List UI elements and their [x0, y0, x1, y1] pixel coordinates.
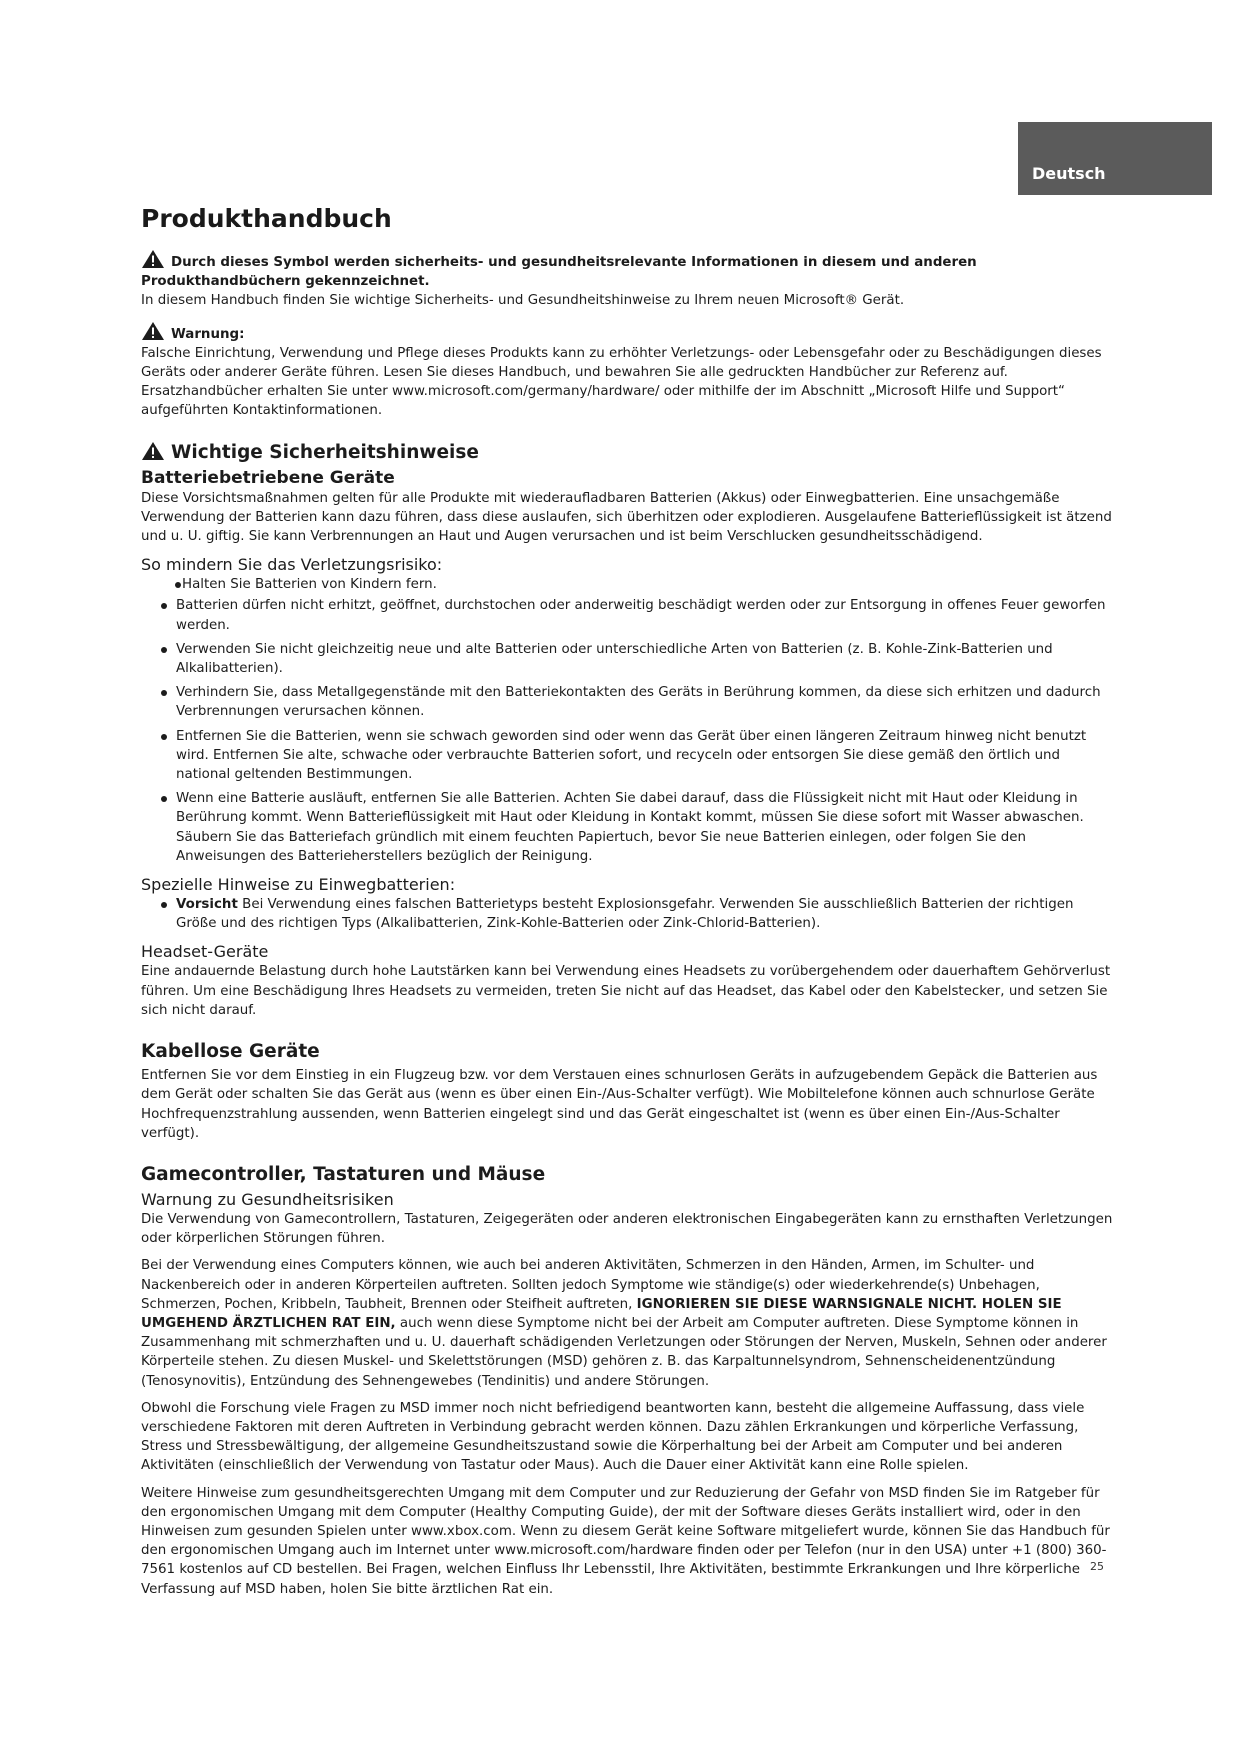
- language-tab-label: Deutsch: [1032, 164, 1106, 183]
- warning-label: Warnung:: [171, 326, 245, 342]
- list-item: [141, 895, 1116, 933]
- p2-text-b: auch wenn diese Symptome nicht bei der Arbeit am Computer auftreten. Diese Symptome können in Zusammenhang mit schmerzhaften und u. U. dauerhaft schädigenden Verletzungen oder Störungen der Nerven, Muskeln, Sehnen oder anderer Körperteile stehen. Zu diesen Muskel- und Skelettstörungen (MSD) gehören z. B. das Karpaltunnelsyndrom, Sehnenscheidenentzündung (Tenosynovitis), Entzündung des Sehnengewebes (Tendinitis) und andere Störungen.: [141, 1315, 1107, 1389]
- page-content: [141, 203, 1116, 1599]
- gamecontroller-paragraph-4: Weitere Hinweise zum gesundheitsgerechten Umgang mit dem Computer und zur Reduzierung der Gefahr von MSD finden Sie im Ratgeber für den ergonomischen Umgang mit dem Computer (Healthy Computing Guide), der mit der Software dieses Geräts installiert wird, oder in den Hinweisen zum gesunden Spielen unter www.xbox.com. Wenn zu diesem Gerät keine Software mitgeliefert wurde, können Sie das Handbuch für den ergonomischen Umgang auch im Internet unter www.microsoft.com/hardware finden oder per Telefon (nur in den USA) unter +1 (800) 360-7561 kostenlos auf CD bestellen. Bei Fragen, welchen Einfluss Ihr Lebensstil, Ihre Aktivitäten, bestimmte Erkrankungen und Ihre körperliche Verfassung auf MSD haben, holen Sie bitte ärztlichen Rat ein.: [141, 1485, 1110, 1597]
- p2-text-a: Bei der Verwendung eines Computers können, wie auch bei anderen Aktivitäten, Schmerzen in den Händen, Armen, im Schulter- und Nackenbereich oder in anderen Körperteilen auftreten. Sollten jedoch Symptome wie ständige(s) oder wiederkehrende(s) Unbehagen, Schmerzen, Pochen, Kribbeln, Taubheit, Brennen oder Steifheit auftreten,: [141, 1258, 1040, 1312]
- gamecontroller-paragraph-3: Obwohl die Forschung viele Fragen zu MSD immer noch nicht befriedigend beantworten kann, besteht die allgemeine Auffassung, dass viele verschiedene Faktoren mit deren Auftreten in Verbindung gebracht werden können. Dazu zählen Erkrankungen und körperliche Verfassung, Stress und Stressbewältigung, der allgemeine Gesundheitszustand sowie die Körperhaltung bei der Arbeit am Computer und bei anderen Aktivitäten (einschließlich der Verwendung von Tastatur oder Maus). Auch die Dauer einer Aktivität kann eine Rolle spielen.: [141, 1400, 1085, 1474]
- headset-text: Eine andauernde Belastung durch hohe Lautstärken kann bei Verwendung eines Headsets zu vorübergehendem oder dauerhaftem Gehörverlust führen. Um eine Beschädigung Ihres Headsets zu vermeiden, treten Sie nicht auf das Headset, das Kabel oder den Kabelstecker, und setzen Sie sich nicht darauf.: [141, 964, 1111, 1018]
- p2-warning-bold: IGNORIEREN SIE DIESE WARNSIGNALE NICHT. HOLEN SIE UMGEHEND ÄRZTLICHEN RAT EIN,: [141, 1296, 1062, 1331]
- battery-text: Diese Vorsichtsmaßnahmen gelten für alle Produkte mit wiederaufladbaren Batterien (Akkus) oder Einwegbatterien. Eine unsachgemäße Verwendung der Batterien kann dazu führen, dass diese auslaufen, sich überhitzen oder explodieren. Ausgelaufene Batterieflüssigkeit ist ätzend und u. U. giftig. Sie kann Verbrennungen an Haut und Augen verursachen und ist beim Verschlucken gesundheitsschädigend.: [141, 490, 1112, 545]
- intro-bold-line: Durch dieses Symbol werden sicherheits- und gesundheitsrelevante Informationen in diesem und anderen Produkthandbüchern gekennzeichnet.: [141, 255, 977, 290]
- wireless-text: Entfernen Sie vor dem Einstieg in ein Flugzeug bzw. vor dem Verstauen eines schnurlosen Geräts in aufzugebendem Gepäck die Batterien aus dem Gerät oder schalten Sie das Gerät aus (wenn es über einen Ein-/Aus-Schalter verfügt). Wie Mobiltelefone können auch schnurlose Geräte Hochfrequenzstrahlung aussenden, wenn Batterien eingelegt sind und das Gerät eingeschaltet ist (wenn es über einen Ein-/Aus-Schalter verfügt).: [141, 1068, 1098, 1141]
- wireless-heading: Kabellose Geräte: [141, 1041, 320, 1063]
- battery-heading: Batteriebetriebene Geräte: [141, 467, 395, 488]
- gamecontroller-paragraph-2: [141, 1256, 1116, 1390]
- risk-list: [141, 575, 1116, 866]
- gamecontroller-heading: Gamecontroller, Tastaturen und Mäuse: [141, 1163, 546, 1185]
- list-item: Verhindern Sie, dass Metallgegenstände mit den Batteriekontakten des Geräts in Berührung kommen, da diese sich erhitzen und dadurch Verbrennungen verursachen können.: [141, 683, 1116, 721]
- headset-heading: Headset-Geräte: [141, 942, 269, 962]
- gamecontroller-paragraph-1: Die Verwendung von Gamecontrollern, Tastaturen, Zeigegeräten oder anderen elektronischen Eingabegeräten kann zu ernsthaften Verletzungen oder körperlichen Störungen führen.: [141, 1211, 1113, 1247]
- caution-label: Vorsicht: [176, 897, 238, 913]
- list-item: Halten Sie Batterien von Kindern fern.: [141, 575, 1116, 594]
- list-item: Batterien dürfen nicht erhitzt, geöffnet, durchstochen oder anderweitig beschädigt werden oder zur Entsorgung in offenes Feuer geworfen werden.: [141, 596, 1116, 634]
- intro-symbol-note: [141, 249, 1116, 291]
- intro-text: In diesem Handbuch finden Sie wichtige Sicherheits- und Gesundheitshinweise zu Ihrem neuen Microsoft® Gerät.: [141, 293, 905, 309]
- language-tab: [1018, 122, 1212, 195]
- safety-heading: [141, 441, 1116, 465]
- health-risk-heading: Warnung zu Gesundheitsrisiken: [141, 1189, 394, 1209]
- warning-triangle-icon: [141, 321, 165, 341]
- risk-heading: So mindern Sie das Verletzungsrisiko:: [141, 555, 443, 575]
- warning-heading: [141, 321, 1116, 344]
- list-item: Entfernen Sie die Batterien, wenn sie schwach geworden sind oder wenn das Gerät über einen längeren Zeitraum hinweg nicht benutzt wird. Entfernen Sie alte, schwache oder verbrauchte Batterien sofort, und recyceln oder entsorgen Sie diese gemäß den örtlich und national geltenden Bestimmungen.: [141, 727, 1116, 785]
- warning-text: Falsche Einrichtung, Verwendung und Pflege dieses Produkts kann zu erhöhter Verletzungs- oder Lebensgefahr oder zu Beschädigungen dieses Geräts oder anderer Geräte führen. Lesen Sie dieses Handbuch, und bewahren Sie alle gedruckten Handbücher zur Referenz auf. Ersatzhandbücher erhalten Sie unter www.microsoft.com/germany/hardware/ oder mithilfe der im Abschnitt „Microsoft Hilfe und Support“ aufgeführten Kontaktinformationen.: [141, 345, 1102, 419]
- warning-triangle-icon: [141, 441, 165, 461]
- warning-triangle-icon: [141, 249, 165, 269]
- page-title: Produkthandbuch: [141, 204, 392, 233]
- disposable-heading: Spezielle Hinweise zu Einwegbatterien:: [141, 875, 456, 895]
- caution-text: Bei Verwendung eines falschen Batterietyps besteht Explosionsgefahr. Verwenden Sie ausschließlich Batterien der richtigen Größe und des richtigen Typs (Alkalibatterien, Zink-Kohle-Batterien oder Zink-Chlorid-Batterien).: [176, 897, 1074, 932]
- safety-heading-text: Wichtige Sicherheitshinweise: [171, 441, 479, 463]
- disposable-list: [141, 895, 1116, 933]
- page-number: 25: [1090, 1560, 1104, 1573]
- list-item: Verwenden Sie nicht gleichzeitig neue und alte Batterien oder unterschiedliche Arten von Batterien (z. B. Kohle-Zink-Batterien und Alkalibatterien).: [141, 640, 1116, 678]
- list-item: Wenn eine Batterie ausläuft, entfernen Sie alle Batterien. Achten Sie dabei darauf, dass die Flüssigkeit nicht mit Haut oder Kleidung in Berührung kommt. Wenn Batterieflüssigkeit mit Haut oder Kleidung in Kontakt kommt, müssen Sie diese sofort mit Wasser abwaschen. Säubern Sie das Batteriefach gründlich mit einem feuchten Papiertuch, bevor Sie neue Batterien einlegen, oder folgen Sie den Anweisungen des Batterieherstellers bezüglich der Reinigung.: [141, 789, 1116, 866]
